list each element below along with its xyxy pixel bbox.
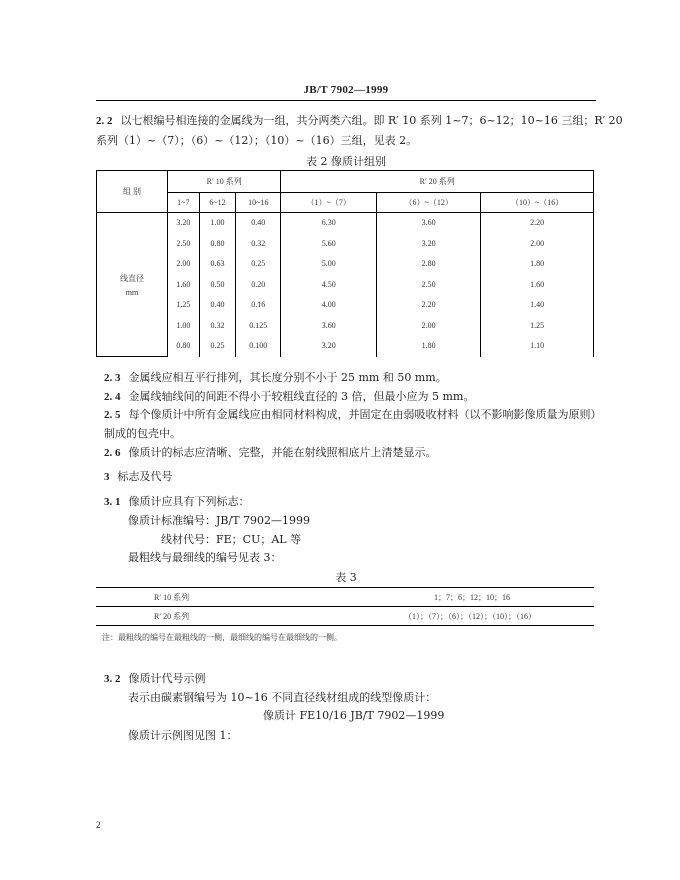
std-number-line: 像质计标准编号：JB/T 7902—1999 (128, 514, 311, 527)
cell: 1.00 (210, 218, 225, 227)
data-column (481, 213, 594, 357)
figure-ref: 像质计示例图见图 1： (128, 729, 238, 742)
data-column (236, 213, 281, 357)
table3-ref-line: 最粗线与最细线的编号见表 3： (128, 551, 282, 564)
cell: 1.80 (421, 341, 436, 350)
section-number: 3 (104, 471, 110, 483)
para-text: 金属线应相互平行排列，其长度分别不小于 25 mm 和 50 mm。 (128, 371, 447, 384)
para-2-6 (104, 446, 437, 460)
example-desc: 表示由碳素钢编号为 10~16 不同直径线材组成的线型像质计： (128, 691, 437, 704)
cell: 0.25 (210, 341, 225, 350)
table3-caption: 表 3 (335, 571, 357, 584)
heading-text: 像质计代号示例 (128, 672, 206, 685)
cell: 5.00 (321, 259, 336, 268)
running-header: JB/T 7902—1999 (303, 84, 389, 96)
cell: 5.60 (321, 238, 336, 248)
cell: 1.80 (530, 259, 545, 268)
cell: 4.50 (321, 279, 336, 289)
cell: 1.10 (530, 341, 545, 350)
table2-group-table (96, 170, 594, 357)
section-number: 3. 1 (104, 496, 121, 508)
cell: 2.00 (421, 320, 436, 330)
para-2-4 (104, 390, 474, 404)
cell: 1.40 (530, 300, 545, 309)
col-header: 1~7 (168, 193, 200, 213)
cell: 2.50 (421, 279, 436, 289)
col-header: （10）~（16） (481, 193, 594, 213)
table-row (96, 607, 594, 626)
section-number: 2. 3 (104, 372, 121, 384)
cell: 3.20 (421, 238, 436, 248)
table-row (96, 588, 594, 607)
para-text: 像质计应具有下列标志： (128, 495, 250, 508)
cell: 2.00 (176, 259, 191, 268)
para-text: 以七根编号相连接的金属线为一组，共分两类六组。即 R′ 10 系列 1~7；6~12；10~16 三组；R′ 20 (120, 114, 623, 127)
cell: 0.80 (176, 341, 191, 350)
cell: 1.25 (176, 300, 191, 309)
col-header: 6~12 (199, 193, 236, 213)
cell: 2.20 (530, 218, 545, 227)
table3 (96, 587, 594, 626)
diameter-label-cell (97, 213, 168, 357)
col-header: （6）~（12） (377, 193, 481, 213)
page-number: 2 (96, 820, 101, 830)
section-number: 3. 2 (104, 673, 121, 685)
cell: 3.60 (421, 218, 436, 227)
cell: 2.20 (421, 300, 436, 309)
cell: 6.30 (321, 218, 336, 227)
cell: 0.100 (249, 341, 268, 350)
para-text: 金属线轴线间的间距不得小于较粗线直径的 3 倍，但最小应为 5 mm。 (128, 390, 475, 403)
cell: 3.20 (321, 341, 336, 350)
heading-text: 标志及代号 (117, 470, 173, 483)
section-number: 2. 5 (104, 409, 121, 421)
section-3-2-heading (104, 672, 206, 686)
cell: 0.32 (210, 320, 225, 330)
group-header: 组 别 (97, 171, 168, 213)
data-column (199, 213, 236, 357)
cell: 0.80 (210, 238, 225, 248)
para-2-5-line1 (104, 408, 602, 422)
cell: 0.40 (251, 218, 266, 227)
series-label: R′ 20 系列 (96, 607, 304, 626)
section-number: 2. 6 (104, 447, 121, 459)
data-column (281, 213, 377, 357)
cell: 0.63 (210, 259, 225, 268)
series-value: 1；7；6；12；10；16 (304, 588, 594, 607)
section-number: 2. 2 (96, 115, 113, 127)
series-label: R′ 10 系列 (96, 588, 304, 607)
data-column (377, 213, 481, 357)
cell: 1.00 (176, 320, 191, 330)
para-3-1 (104, 495, 250, 509)
cell: 3.20 (176, 218, 191, 227)
header-rule (96, 100, 596, 101)
cell: 0.40 (210, 300, 225, 309)
cell: 2.00 (530, 238, 545, 248)
para-2-5-line2: 制成的包壳中。 (104, 427, 181, 440)
section-3-heading (104, 470, 173, 484)
series-value: （1）；（7）；（6）；（12）；（10）；（16） (304, 607, 594, 626)
para-2-2-line1 (96, 114, 623, 128)
section-number: 2. 4 (104, 391, 121, 403)
example-code: 像质计 FE10/16 JB/T 7902—1999 (263, 709, 445, 722)
table2-caption: 表 2 像质计组别 (306, 155, 386, 168)
cell: 0.32 (251, 238, 266, 248)
r20-series-header: R′ 20 系列 (281, 171, 594, 193)
cell: 2.50 (176, 238, 191, 248)
cell: 0.125 (249, 320, 268, 330)
cell: 4.00 (321, 300, 336, 309)
col-header: 10~16 (236, 193, 281, 213)
r10-series-header: R′ 10 系列 (168, 171, 281, 193)
cell: 1.60 (530, 279, 545, 289)
cell: 1.60 (176, 279, 191, 289)
para-text: 每个像质计中所有金属线应由相同材料构成，并固定在由弱吸收材料（以不影响影像质量为原则） (128, 408, 602, 421)
material-code-line: 线材代号：FE；CU；AL 等 (161, 533, 302, 546)
para-2-3 (104, 371, 447, 385)
cell: 0.50 (210, 279, 225, 289)
para-text: 像质计的标志应清晰、完整，并能在射线照相底片上清楚显示。 (128, 446, 437, 459)
data-column (168, 213, 200, 357)
col-header: （1）~（7） (281, 193, 377, 213)
cell: 2.80 (421, 259, 436, 268)
cell: 1.25 (530, 320, 545, 330)
cell: 0.20 (251, 279, 266, 289)
cell: 3.60 (321, 320, 336, 330)
cell: 0.25 (251, 259, 266, 268)
para-2-2-line2: 系列（1）~（7）；（6）~（12）；（10）~（16）三组，见表 2。 (96, 134, 418, 147)
table3-note: 注：最粗线的编号在最粗线的一侧，最细线的编号在最细线的一侧。 (102, 633, 342, 642)
row-label: 线直径 (120, 273, 144, 283)
cell: 0.16 (251, 300, 266, 309)
row-unit: mm (125, 287, 139, 297)
